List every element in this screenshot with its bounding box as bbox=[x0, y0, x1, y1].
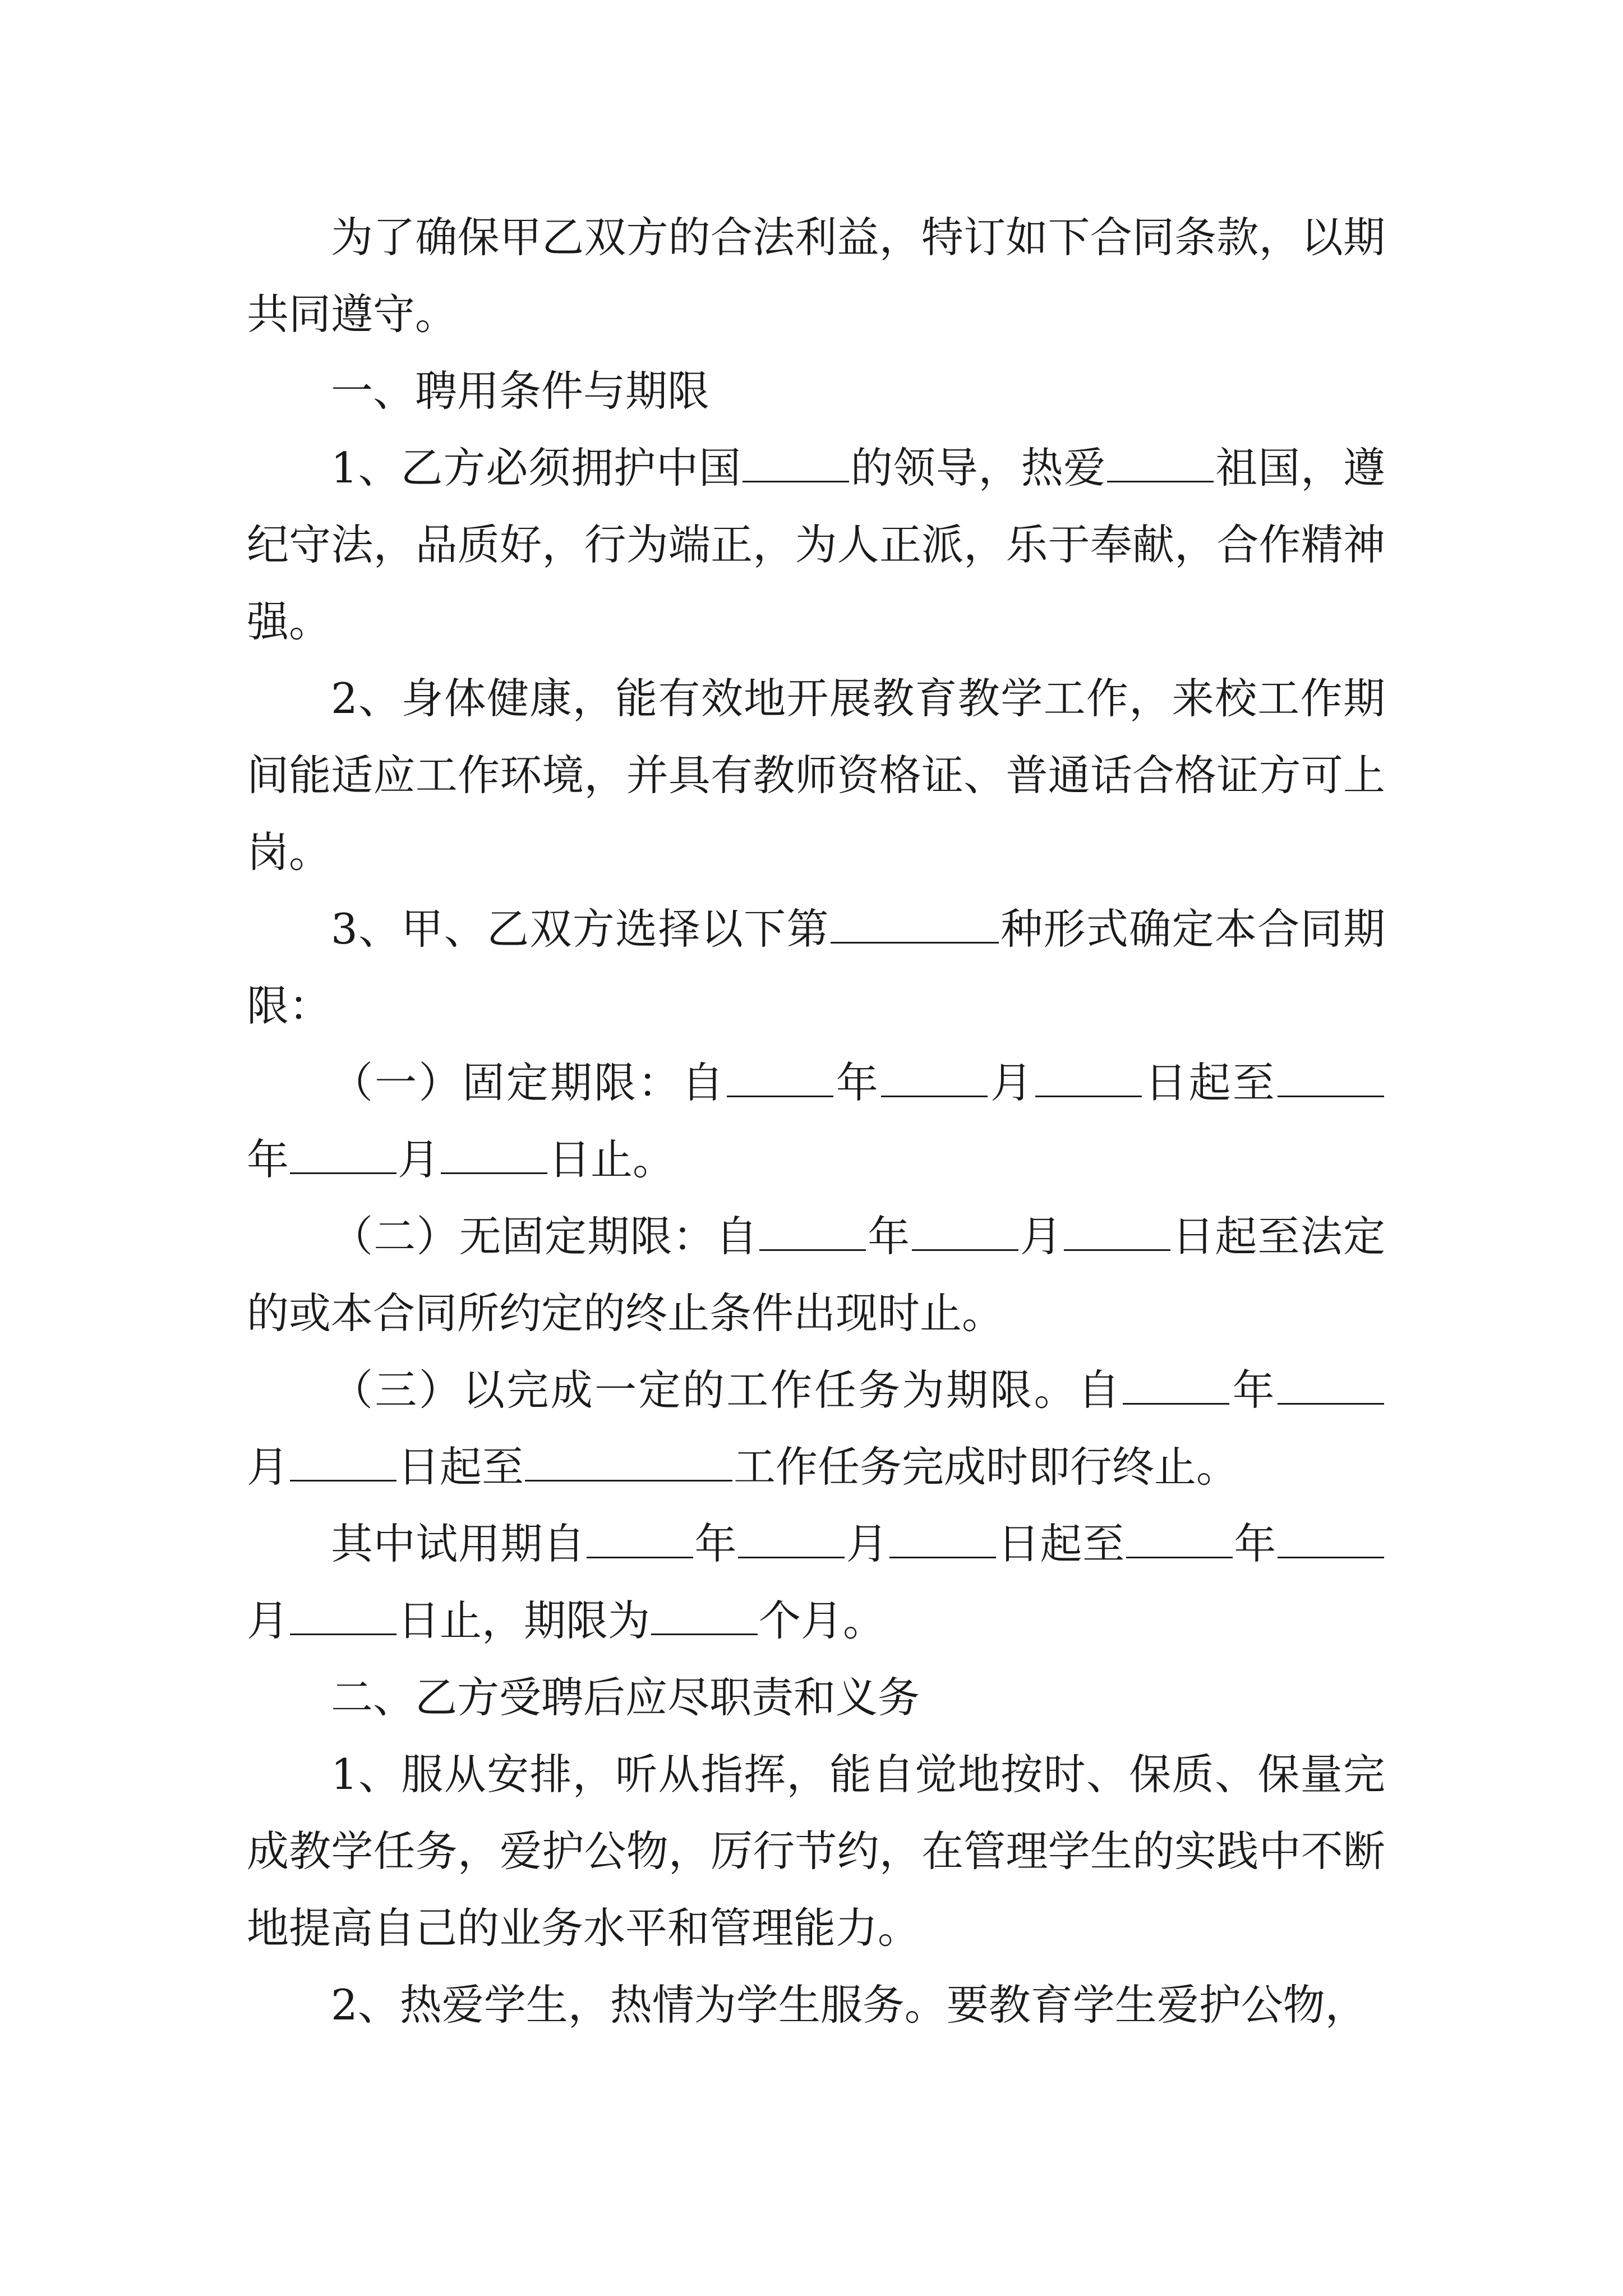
trial-month: 月 bbox=[845, 1519, 889, 1568]
section2-item1 bbox=[247, 1736, 1385, 1967]
option3-text-a: （三）以完成一定的工作任务为期限。自 bbox=[331, 1365, 1122, 1415]
item1-text-c: 祖国，遵纪守法，品质好，行为端正，为人正派，乐于奉献，合作精神强。 bbox=[247, 443, 1385, 646]
fill-blank[interactable] bbox=[743, 446, 849, 482]
option2-text-a: （二）无固定期限：自 bbox=[331, 1212, 759, 1261]
intro-text: 为了确保甲乙双方的合法利益，特订如下合同条款，以期共同遵守。 bbox=[247, 213, 1385, 339]
option-open-term bbox=[247, 1198, 1385, 1352]
trial-year: 年 bbox=[694, 1519, 737, 1568]
section2-heading bbox=[247, 1659, 1385, 1736]
option1-year2: 年 bbox=[247, 1135, 289, 1184]
fill-blank[interactable] bbox=[290, 1445, 396, 1481]
fill-blank[interactable] bbox=[290, 1599, 396, 1635]
option1-day-from: 日起至 bbox=[1143, 1058, 1276, 1107]
fill-blank[interactable] bbox=[912, 1214, 1018, 1251]
option3-rest: 工作任务完成时即行终止。 bbox=[734, 1442, 1239, 1492]
item3-text-a: 3、甲、乙双方选择以下第 bbox=[331, 904, 829, 954]
option1-year: 年 bbox=[834, 1058, 880, 1107]
trial-period bbox=[247, 1506, 1385, 1659]
fill-blank[interactable] bbox=[1123, 1368, 1229, 1405]
option1-month: 月 bbox=[988, 1058, 1035, 1107]
intro-paragraph bbox=[247, 199, 1385, 353]
item1-text-b: 的领导，热爱 bbox=[850, 443, 1106, 493]
section1-heading bbox=[247, 353, 1385, 430]
fill-blank[interactable] bbox=[1278, 1522, 1384, 1558]
fill-blank[interactable] bbox=[759, 1214, 866, 1251]
fill-blank[interactable] bbox=[738, 1522, 845, 1558]
fill-blank[interactable] bbox=[1107, 446, 1214, 482]
fill-blank[interactable] bbox=[1035, 1061, 1142, 1097]
section2-item2-text: 2、热爱学生，热情为学生服务。要教育学生爱护公物， bbox=[331, 1980, 1367, 2030]
section1-item2 bbox=[247, 660, 1385, 891]
option-fixed-term bbox=[247, 1045, 1385, 1198]
option-task-term bbox=[247, 1352, 1385, 1506]
section2-item2 bbox=[247, 1967, 1385, 2044]
fill-blank[interactable] bbox=[727, 1061, 833, 1097]
fill-blank[interactable] bbox=[1064, 1214, 1170, 1251]
section2-item1-text: 1、服从安排，听从指挥，能自觉地按时、保质、保量完成教学任务，爱护公物，厉行节约，在管理学生的实践中不断地提高自己的业务水平和管理能力。 bbox=[247, 1750, 1385, 1953]
trial-rest: 个月。 bbox=[759, 1596, 886, 1645]
option2-rest: 日起至法定的或本合同所约定的终止条件出现时止。 bbox=[247, 1212, 1385, 1338]
fill-blank[interactable] bbox=[889, 1522, 996, 1558]
fill-blank[interactable] bbox=[441, 1138, 547, 1174]
trial-day-from: 日起至 bbox=[997, 1519, 1125, 1568]
fill-blank[interactable] bbox=[831, 907, 999, 944]
option2-month: 月 bbox=[1019, 1212, 1063, 1261]
section2-heading-text: 二、乙方受聘后应尽职责和义务 bbox=[331, 1673, 920, 1722]
option1-month2: 月 bbox=[398, 1135, 440, 1184]
document-body bbox=[247, 199, 1385, 2044]
trial-month2: 月 bbox=[247, 1596, 289, 1645]
option1-day-to: 日止。 bbox=[548, 1135, 675, 1184]
option3-month: 月 bbox=[247, 1442, 289, 1492]
trial-day-to: 日止，期限为 bbox=[398, 1596, 651, 1645]
item2-text: 2、身体健康，能有效地开展教育教学工作，来校工作期间能适应工作环境，并具有教师资格证、普通话合格证方可上岗。 bbox=[247, 674, 1385, 877]
item3-text-b: 种形式确定本合同期限： bbox=[247, 904, 1385, 1030]
fill-blank[interactable] bbox=[290, 1138, 396, 1174]
fill-blank[interactable] bbox=[1278, 1368, 1384, 1405]
option2-year: 年 bbox=[867, 1212, 911, 1261]
fill-blank[interactable] bbox=[587, 1522, 693, 1558]
fill-blank[interactable] bbox=[651, 1599, 758, 1635]
fill-blank[interactable] bbox=[1278, 1061, 1384, 1097]
fill-blank[interactable] bbox=[881, 1061, 988, 1097]
option3-day-from: 日起至 bbox=[398, 1442, 524, 1492]
option1-text-a: （一）固定期限：自 bbox=[331, 1058, 726, 1107]
fill-blank[interactable] bbox=[525, 1445, 732, 1481]
trial-year2: 年 bbox=[1233, 1519, 1276, 1568]
section1-heading-text: 一、聘用条件与期限 bbox=[331, 366, 710, 416]
item1-text-a: 1、乙方必须拥护中国 bbox=[331, 443, 741, 493]
section1-item1 bbox=[247, 430, 1385, 660]
fill-blank[interactable] bbox=[1126, 1522, 1233, 1558]
section1-item3 bbox=[247, 891, 1385, 1045]
trial-text-a: 其中试用期自 bbox=[331, 1519, 585, 1568]
option3-year: 年 bbox=[1230, 1365, 1276, 1415]
